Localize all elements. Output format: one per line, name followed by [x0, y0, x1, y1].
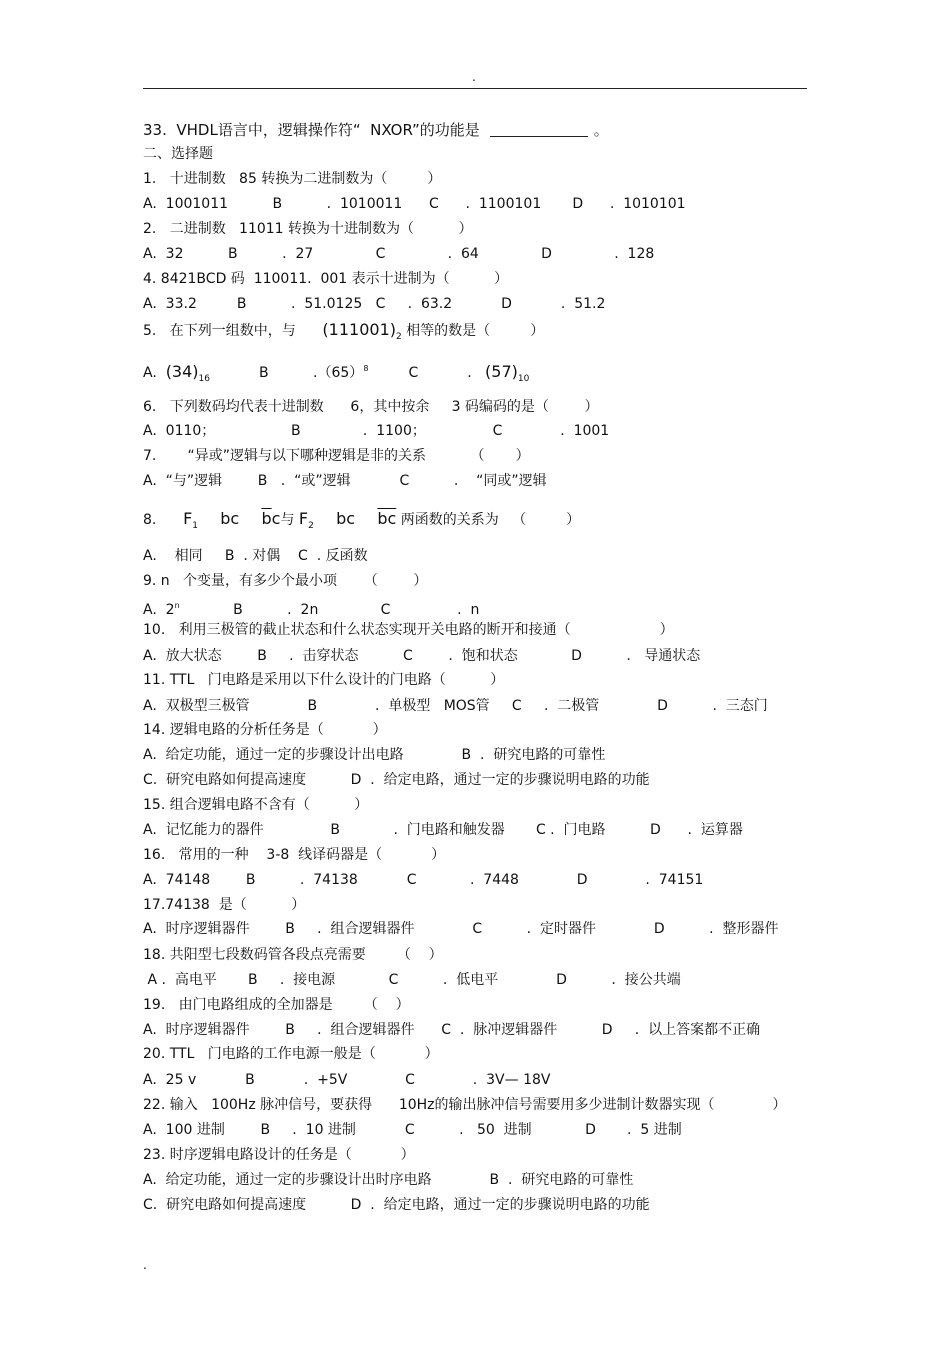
question-33 [143, 121, 609, 139]
question-10-options: A. 放大状态 B . 击穿状态 C . 饱和状态 D . 导通状态 [143, 648, 701, 664]
question-15: 15. 组合逻辑电路不含有（ ） [143, 797, 369, 813]
question-16: 16. 常用的一种 3-8 线译码器是（ ） [143, 847, 446, 863]
question-4: 4. 8421BCD 码 110011. 001 表示十进制为（ ） [143, 271, 509, 287]
q5-prefix: 5. 在下列一组数中，与 [143, 323, 296, 339]
q8-f1: F [183, 509, 193, 528]
question-18: 18. 共阳型七段数码管各段点亮需要 （ ） [143, 947, 443, 963]
question-5 [143, 321, 544, 346]
question-20-options: A. 25 v B . +5V C . 3V— 18V [143, 1072, 551, 1088]
question-22-options: A. 100 进制 B . 10 进制 C . 50 进制 D . 5 进制 [143, 1122, 682, 1138]
q9-opt-a: A. 2 [143, 602, 175, 618]
q5-base: 2 [395, 332, 402, 342]
question-5-options [143, 360, 529, 388]
question-11: 11. TTL 门电路是采用以下什么设计的门电路（ ） [143, 672, 505, 688]
header-rule [143, 88, 807, 89]
question-7-options: A. “与”逻辑 B . “或”逻辑 C . “同或”逻辑 [143, 473, 547, 489]
question-18-options: A . 高电平 B . 接电源 C . 低电平 D . 接公共端 [143, 972, 681, 988]
question-4-options: A. 33.2 B . 51.0125 C . 63.2 D . 51.2 [143, 296, 606, 312]
q5-opt-a-base: 16 [198, 374, 210, 384]
q8-term-4: bc [336, 509, 356, 528]
answer-blank[interactable] [490, 122, 588, 137]
q8-with: 与 [280, 512, 295, 528]
q8-f2: F [298, 509, 309, 528]
footer-dot: . [143, 1258, 147, 1272]
question-20: 20. TTL 门电路的工作电源一般是（ ） [143, 1046, 439, 1062]
question-17: 17.74138 是（ ） [143, 897, 306, 913]
question-10: 10. 利用三极管的截止状态和什么状态实现开关电路的断开和接通（ ） [143, 622, 674, 638]
question-23-options-cd: C. 研究电路如何提高速度 D . 给定电路，通过一定的步骤说明电路的功能 [143, 1197, 650, 1213]
question-8-options: A. 相同 B . 对偶 C . 反函数 [143, 548, 368, 564]
q8-f1-sub: 1 [192, 521, 198, 531]
q8-num: 8. [143, 512, 157, 528]
q5-opt-a-label: A. [143, 365, 157, 381]
question-14-options-ab: A. 给定功能，通过一定的步骤设计出电路 B . 研究电路的可靠性 [143, 747, 606, 763]
q5-opt-c-value: (57) [485, 362, 518, 381]
q5-number: (111001) [322, 320, 396, 339]
q8-term-5: $\overline{bc}$ [377, 509, 397, 528]
question-7: 7. “异或”逻辑与以下哪种逻辑是非的关系 （ ） [143, 448, 530, 464]
q9-opt-rest: B . 2n C . n [233, 602, 480, 618]
q5-opt-b-label: B .（65） [258, 365, 364, 381]
q8-term-2: $\overline{b}$ [261, 509, 272, 528]
q5-opt-b-base: 8 [363, 364, 369, 373]
q8-suffix: 两函数的关系为 （ ） [400, 512, 581, 528]
q8-term-1: bc [220, 509, 240, 528]
question-11-options: A. 双极型三极管 B . 单极型 MOS管 C . 二极管 D . 三态门 [143, 698, 768, 714]
question-23: 23. 时序逻辑电路设计的任务是（ ） [143, 1147, 415, 1163]
question-19: 19. 由门电路组成的全加器是 （ ） [143, 997, 410, 1013]
q5-opt-c-label: C . [408, 365, 472, 381]
question-9: 9. n 个变量，有多少个最小项 （ ） [143, 573, 428, 589]
header-dot: . [472, 70, 476, 84]
question-14: 14. 逻辑电路的分析任务是（ ） [143, 722, 387, 738]
question-19-options: A. 时序逻辑器件 B . 组合逻辑器件 C . 脉冲逻辑器件 D . 以上答案都不正确 [143, 1022, 761, 1038]
question-17-options: A. 时序逻辑器件 B . 组合逻辑器件 C . 定时器件 D . 整形器件 [143, 921, 779, 937]
q8-f2-sub: 2 [308, 521, 314, 531]
section-title: 二、选择题 [143, 146, 213, 162]
question-9-options [143, 597, 479, 619]
q33-suffix: 。 [593, 121, 609, 139]
question-15-options: A. 记忆能力的器件 B . 门电路和触发器 C . 门电路 D . 运算器 [143, 822, 743, 838]
question-22: 22. 输入 100Hz 脉冲信号，要获得 10Hz的输出脉冲信号需要用多少进制计数器实现（ ） [143, 1097, 787, 1113]
q9-opt-a-sup: n [174, 601, 180, 610]
question-8 [143, 510, 580, 535]
question-14-options-cd: C. 研究电路如何提高速度 D . 给定电路，通过一定的步骤说明电路的功能 [143, 772, 650, 788]
question-16-options: A. 74148 B . 74138 C . 7448 D . 74151 [143, 872, 704, 888]
question-23-options-ab: A. 给定功能，通过一定的步骤设计出时序电路 B . 研究电路的可靠性 [143, 1172, 634, 1188]
question-6-options: A. 0110； B . 1100； C . 1001 [143, 423, 610, 439]
q33-text: 33. VHDL语言中，逻辑操作符“ NXOR”的功能是 [143, 121, 480, 139]
question-2: 2. 二进制数 11011 转换为十进制数为（ ） [143, 221, 473, 237]
q5-opt-c-base: 10 [517, 374, 530, 384]
q5-opt-a-value: (34) [165, 362, 199, 381]
question-1: 1. 十进制数 85 转换为二进制数为（ ） [143, 171, 442, 187]
question-6: 6. 下列数码均代表十进制数 6，其中按余 3 码编码的是（ ） [143, 399, 599, 415]
q5-suffix: 相等的数是（ ） [406, 323, 545, 339]
question-1-options: A. 1001011 B . 1010011 C . 1100101 D . 1010101 [143, 196, 686, 212]
question-2-options: A. 32 B . 27 C . 64 D . 128 [143, 246, 655, 262]
q8-term-3: c [271, 509, 281, 528]
